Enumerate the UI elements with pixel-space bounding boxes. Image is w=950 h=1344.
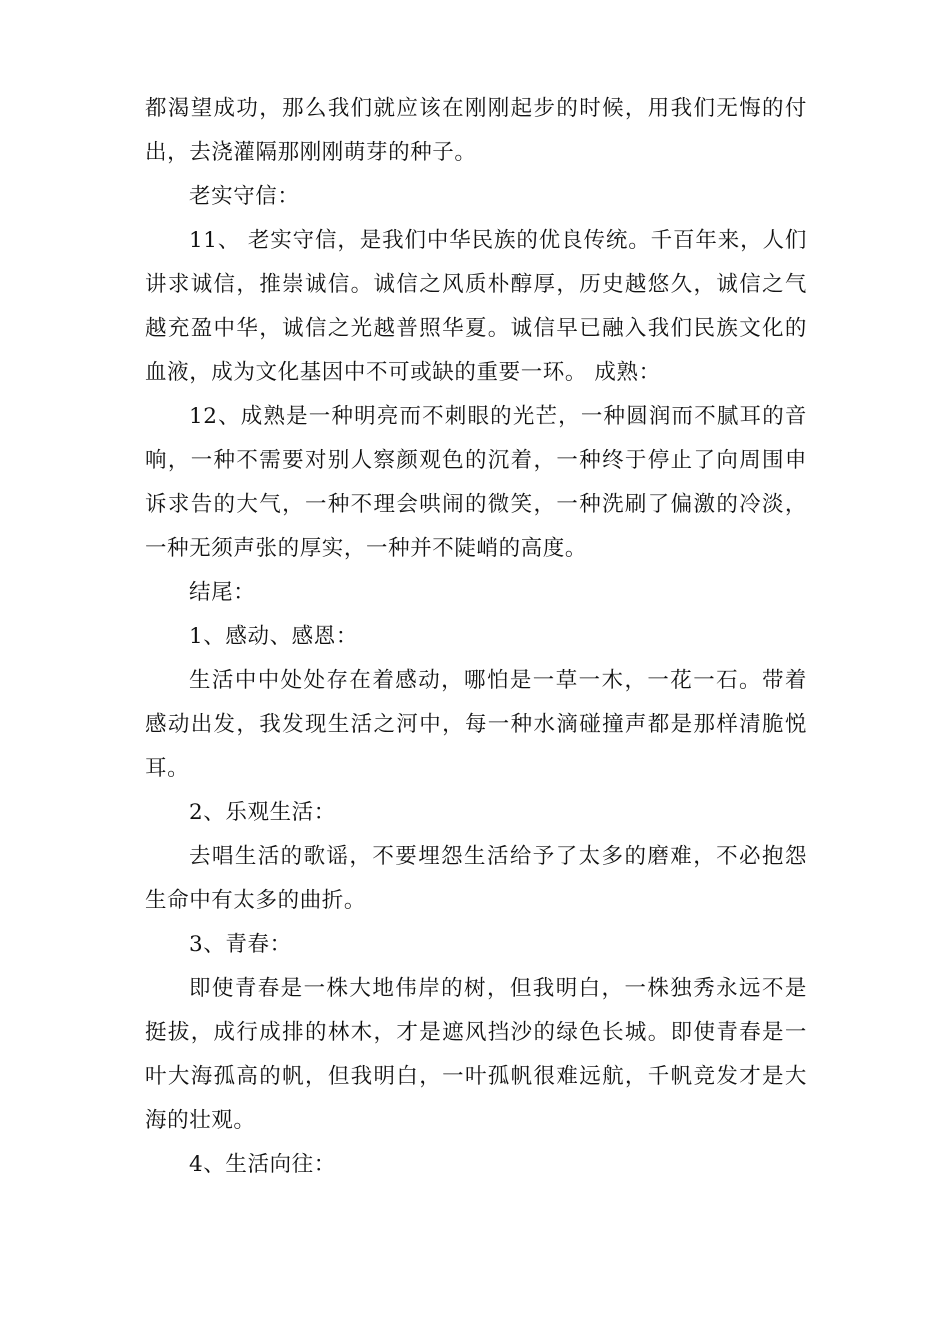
paragraph-opening: 都渴望成功，那么我们就应该在刚刚起步的时候，用我们无悔的付出，去浇灌隔那刚刚萌芽的种子。 (145, 96, 807, 165)
section-heading-ending: 结尾： (189, 580, 256, 605)
subheading-gratitude: 1、感动、感恩： (189, 624, 358, 649)
paragraph-optimism: 去唱生活的歌谣，不要埋怨生活给予了太多的磨难，不必抱怨生命中有太多的曲折。 (145, 844, 807, 913)
paragraph-honesty: 11、 老实守信，是我们中华民族的优良传统。千百年来，人们讲求诚信，推崇诚信。诚信之风质朴醇厚，历史越悠久，诚信之气越充盈中华，诚信之光越普照华夏。诚信早已融入我们民族文化的血液，成为文化基因中不可或缺的重要一环。 成熟： (145, 228, 807, 385)
paragraph-gratitude: 生活中中处处存在着感动，哪怕是一草一木，一花一石。带着感动出发，我发现生活之河中，每一种水滴碰撞声都是那样清脆悦耳。 (145, 668, 807, 781)
subheading-optimism: 2、乐观生活： (189, 800, 336, 825)
section-heading-honesty: 老实守信： (189, 184, 300, 209)
subheading-life-aspiration: 4、生活向往： (189, 1152, 336, 1177)
paragraph-maturity: 12、成熟是一种明亮而不刺眼的光芒，一种圆润而不腻耳的音响，一种不需要对别人察颜观色的沉着，一种终于停止了向周围申诉求告的大气，一种不理会哄闹的微笑，一种洗刷了偏激的冷淡，一种无须声张的厚实，一种并不陡峭的高度。 (145, 404, 807, 561)
document-body (145, 87, 807, 1187)
paragraph-youth: 即使青春是一株大地伟岸的树，但我明白，一株独秀永远不是挺拔，成行成排的林木，才是遮风挡沙的绿色长城。即使青春是一叶大海孤高的帆，但我明白，一叶孤帆很难远航，千帆竞发才是大海的壮观。 (145, 976, 807, 1133)
subheading-youth: 3、青春： (189, 932, 292, 957)
